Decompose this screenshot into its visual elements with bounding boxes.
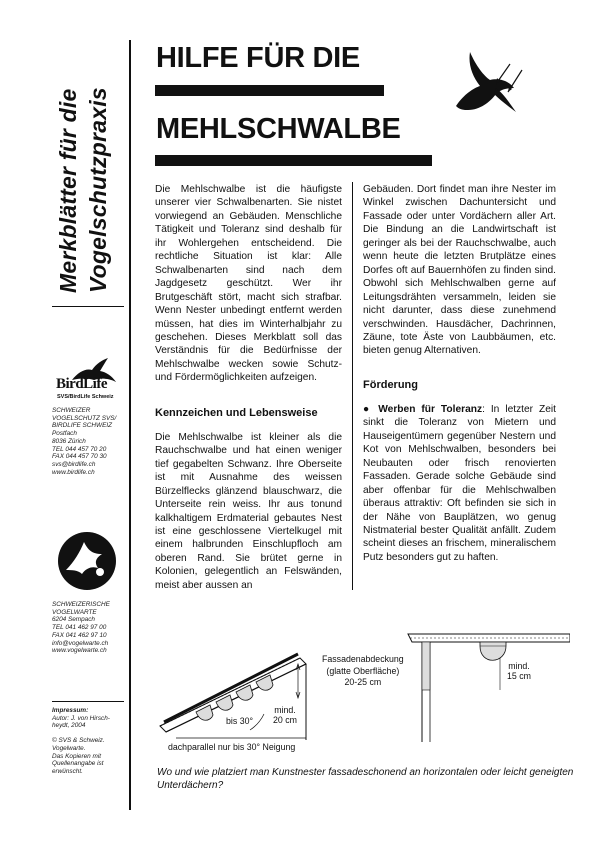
column-divider (352, 182, 353, 590)
series-title (53, 43, 113, 293)
vogelwarte-address (52, 601, 128, 655)
toleranz-text: : In letzter Zeit sinkt die Toleranz von Mietern und Hauseigentümern gegenüber Nestern und Kot von Mehlschwalben, besonders bei Neubauten oder frisch renovierten Fassaden. Gerade solche Gebäude sind aber offenbar für die Mehlschwalben überaus attraktiv: Oft befinden sie sich in der Nähe von Bauplätzen, wo genug Nistmaterial bester Qualität anfällt. Zudem scheint dieses an frischem, mineralischem Putz besonders gut zu haften. (363, 403, 557, 563)
section-heading-foerderung: Förderung (363, 378, 418, 391)
sidebar-rule (52, 701, 124, 702)
impressum (52, 707, 128, 776)
address-line: info@vogelwarte.ch (52, 639, 109, 647)
series-title-line2: Vogelschutzpraxis (85, 87, 111, 293)
continued-paragraph: Gebäuden. Dort findet man ihre Nester im Winkel zwischen Dachuntersicht und Fassade oder unter Vordächern aller Art. Die Bindung an die Landwirtschaft ist geringer als bei der Rauchschwalbe, auch wenn heute die letzten Brutplätze eines Dorfes oft auf Bauernhöfen zu finden sind. Obwohl sich Mehlschwalben gerne auf Leitungsdrähten versammeln, leiden sie nicht darunter, dass diese zunehmend verschwinden. Hausdächer, Dachrinnen, Zäune, tote Äste von Laubbäumen, etc. bieten genug Alternativen. (363, 184, 556, 357)
address-line: TEL 044 457 70 20 (52, 445, 107, 453)
label-slope-rule: dachparallel nur bis 30° Neigung (168, 742, 296, 752)
address-line: FAX 041 462 97 10 (52, 631, 107, 639)
series-title-line1: Merkblätter für die (55, 88, 81, 293)
address-line: 6204 Sempach (52, 616, 95, 624)
address-line: TEL 041 462 97 00 (52, 624, 107, 632)
copyright-line: Vogelwarte. (52, 744, 86, 752)
impressum-title: Impressum: (52, 707, 89, 714)
copyright-line: Quellenangabe ist (52, 760, 104, 768)
page-title-line2: MEHLSCHWALBE (156, 113, 401, 145)
sidebar-divider (129, 40, 131, 810)
kennzeichen-paragraph: Die Mehlschwalbe ist kleiner als die Rauchschwalbe und hat einen weniger tief gegabelten Schwanz. Ihre Oberseite ist mit Ausnahme des weissen Bürzelflecks glänzend blauschwarz, die Unterseite rein weiss. Ihr aus tonund kalkhaltigem Erdmaterial gebautes Nest ist eine geschlossene Viertelkugel mit einem halbrunden Einschlupfloch am oberen Rand. Sie brütet gerne in Kolonien, gelegentlich an Felswänden, meist aber aussen an (155, 431, 342, 591)
impressum-line: Autor: J. von Hirsch- (52, 714, 110, 722)
address-line: Postfach (52, 430, 77, 438)
address-line: FAX 044 457 70 30 (52, 453, 107, 461)
page-title-line1: HILFE FÜR DIE (156, 42, 360, 74)
intro-paragraph: Die Mehlschwalbe ist die häufigste unserer vier Schwalbenarten. Sie nistet vorwiegend an Gebäuden. Menschliche Tätigkeit und Toleranz sind deshalb für ihr Wohlergehen entscheidend. Die rechtliche Situation ist klar: Alle Schwalbenarten sind nach dem Jagdgesetz geschützt. Wer ihr Brutgeschäft stört, macht sich strafbar. Wenn Nester unbedingt entfernt werden müssen, hat dies im Winterhalbjahr zu geschehen. Dieses Merkblatt soll das Verständnis für die Bedürfnisse der Mehlschwalbe wecken sowie Schutz- und Fördermöglichkeiten aufzeigen. (155, 184, 342, 384)
vogelwarte-logo (56, 530, 118, 592)
address-line: www.vogelwarte.ch (52, 647, 107, 655)
artificial-nest-eave (480, 642, 506, 660)
label-min15-line2: 15 cm (507, 671, 531, 681)
address-line: svs@birdlife.ch (52, 460, 96, 468)
title-bar (155, 85, 384, 96)
label-min20-line1: mind. (274, 705, 296, 715)
birdlife-logo-text: BirdLife (56, 376, 107, 392)
address-line: SCHWEIZER (52, 407, 91, 414)
address-line: www.birdlife.ch (52, 468, 95, 476)
label-angle: bis 30° (226, 716, 253, 726)
bullet-icon: ● (363, 403, 379, 415)
birdlife-logo-subtext: SVS/BirdLife Schweiz (57, 394, 114, 400)
toleranz-paragraph (363, 403, 556, 564)
title-bar (155, 155, 432, 166)
label-facade-line2: (glatte Oberfläche) (326, 665, 400, 676)
address-line: VOGELSCHUTZ SVS/ (52, 414, 117, 422)
birdlife-address (52, 407, 128, 476)
swallow-illustration (450, 48, 530, 120)
impressum-line: heydt, 2004 (52, 722, 86, 730)
address-line: BIRDLIFE SCHWEIZ (52, 422, 113, 430)
vogelwarte-bird-icon (56, 530, 118, 592)
label-min20-line2: 20 cm (273, 715, 297, 725)
label-min15 (507, 661, 531, 681)
address-line: SCHWEIZERISCHE (52, 601, 110, 608)
address-line: 8036 Zürich (52, 437, 86, 445)
section-heading-kennzeichen: Kennzeichen und Lebensweise (155, 406, 318, 419)
left-column (155, 183, 342, 592)
copyright-line: Das Kopieren mit (52, 752, 102, 760)
copyright-line: erwünscht. (52, 767, 83, 775)
label-facade (322, 654, 404, 689)
copyright-line: © SVS & Schweiz. (52, 737, 105, 745)
address-line: VOGELWARTE (52, 608, 97, 616)
right-column (363, 183, 556, 564)
toleranz-label: Werben für Toleranz (378, 403, 483, 415)
label-min15-line1: mind. (508, 661, 530, 671)
label-facade-line1: Fassadenabdeckung (322, 654, 404, 664)
sloped-roof (160, 654, 306, 740)
figure-caption: Wo und wie platziert man Kunstnester fassadeschonend an horizontalen oder leicht geneigten Unterdächern? (157, 767, 574, 791)
label-min20 (273, 705, 297, 725)
label-facade-line3: 20-25 cm (344, 677, 382, 687)
birdlife-logo (56, 356, 126, 406)
sidebar-rule (52, 306, 124, 307)
